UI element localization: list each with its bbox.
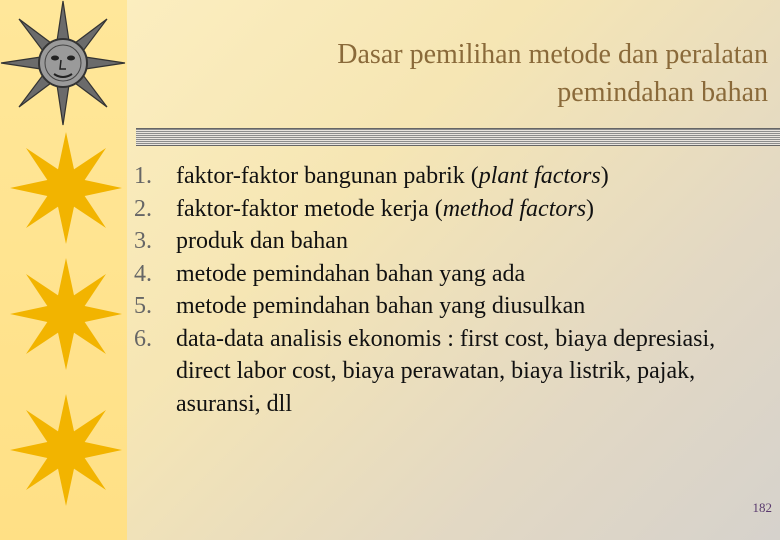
slide-title <box>148 36 768 112</box>
page-number: 182 <box>752 500 772 515</box>
list-item <box>134 225 764 258</box>
list-number: 3. <box>134 228 152 254</box>
list-number: 2. <box>134 195 152 222</box>
list-text: metode pemindahan bahan yang ada <box>176 260 526 287</box>
list-text: produk dan bahan <box>176 228 348 254</box>
sun-icon <box>6 390 126 510</box>
numbered-list <box>134 160 764 420</box>
list-number: 5. <box>134 293 152 319</box>
list-number: 1. <box>134 163 152 189</box>
list-text: faktor-faktor bangunan pabrik (plant factors) <box>176 163 609 189</box>
list-number: 4. <box>134 260 152 287</box>
title-divider <box>136 128 780 146</box>
list-text: data-data analisis ekonomis : first cost, biaya depresiasi, direct labor cost, biaya perawatan, biaya listrik, pajak, asuransi, dll <box>176 325 716 417</box>
list-text: faktor-faktor metode kerja (method factors) <box>176 195 595 222</box>
decorative-sidebar <box>0 0 127 540</box>
list-text: metode pemindahan bahan yang diusulkan <box>176 293 586 319</box>
list-number: 6. <box>134 325 152 352</box>
title-line-1: Dasar pemilihan metode dan peralatan <box>337 39 768 70</box>
sun-face-icon <box>0 0 126 126</box>
list-item <box>134 290 764 323</box>
sun-icon <box>6 128 126 248</box>
list-item <box>134 160 764 193</box>
list-item <box>134 323 764 421</box>
list-item <box>134 258 764 291</box>
sun-icon <box>6 254 126 374</box>
list-item <box>134 193 764 226</box>
title-line-2: pemindahan bahan <box>557 77 768 108</box>
